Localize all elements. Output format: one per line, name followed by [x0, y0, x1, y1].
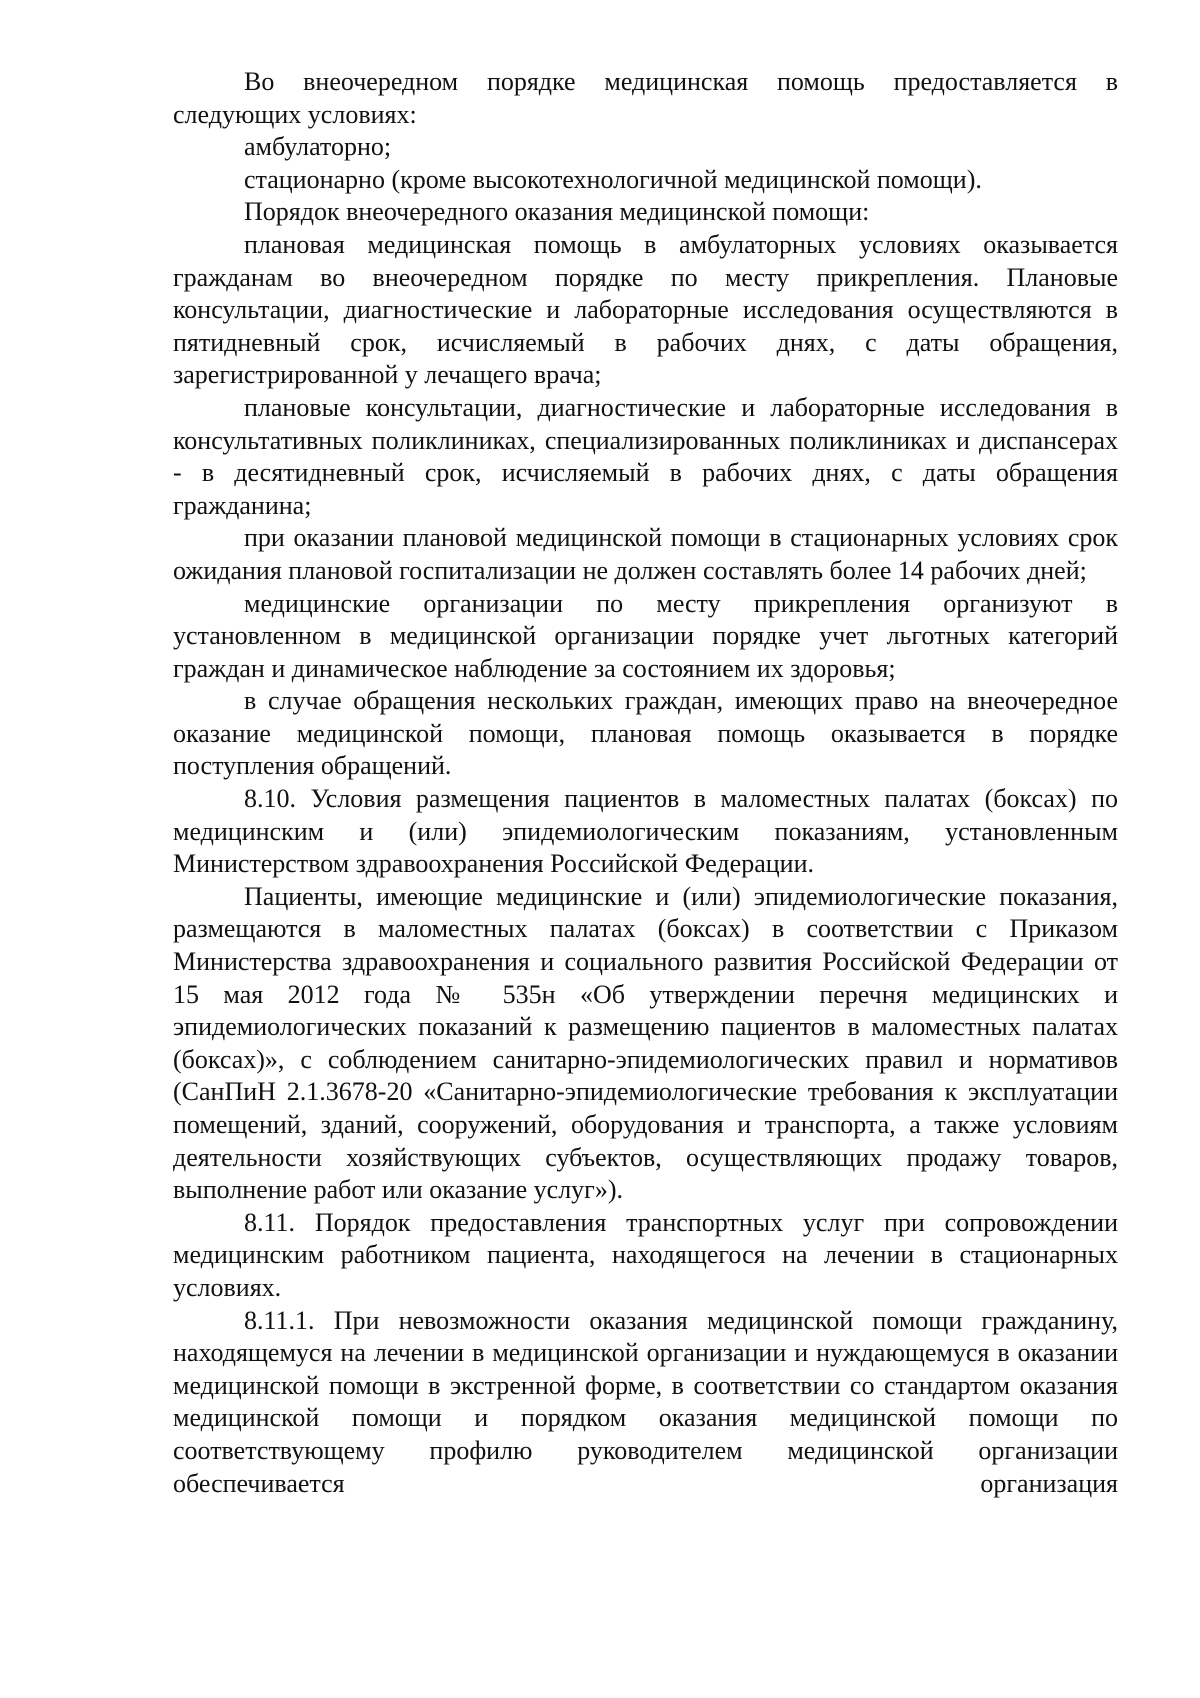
- paragraph-inpatient: стационарно (кроме высокотехнологичной медицинской помощи).: [244, 164, 982, 194]
- paragraph-outpatient: амбулаторно;: [244, 132, 392, 162]
- paragraph-multiple-requests: в случае обращения нескольких граждан, имеющих право на внеочередное оказание медицинской помощи, плановая помощь оказывается в порядке поступления обращений.: [173, 686, 1118, 781]
- paragraph-section-8-10: 8.10. Условия размещения пациентов в маломестных палатах (боксах) по медицинским и (или) эпидемиологическим показаниям, установленным Министерством здравоохранения Российской Федерации.: [173, 784, 1118, 879]
- paragraph-section-8-11-1: 8.11.1. При невозможности оказания медицинской помощи гражданину, находящемуся на лечении в медицинской организации и нуждающемуся в оказании медицинской помощи в экстренной форме, в соответствии со стандартом оказания медицинской помощи и порядком оказания медицинской помощи по соответствующему профилю руководителем медицинской организации обеспечивается организация: [173, 1305, 1118, 1498]
- paragraph-order-heading: Порядок внеочередного оказания медицинской помощи:: [244, 197, 870, 227]
- paragraph-planned-outpatient: плановая медицинская помощь в амбулаторных условиях оказывается гражданам во внеочередном порядке по месту прикрепления. Плановые консультации, диагностические и лабораторные исследования осуществляются в пятидневный срок, исчисляемый в рабочих днях, с даты обращения, зарегистрированной у лечащего врача;: [173, 229, 1118, 390]
- paragraph-emergency-conditions: Во внеочередном порядке медицинская помощь предоставляется в следующих условиях:: [173, 67, 1118, 129]
- paragraph-boxes-placement: Пациенты, имеющие медицинские и (или) эпидемиологические показания, размещаются в маломестных палатах (боксах) в соответствии с Приказом Министерства здравоохранения и социального развития Российской Федерации от 15 мая 2012 года № 535н «Об утверждении перечня медицинских и эпидемиологических показаний к размещению пациентов в маломестных палатах (боксах)», с соблюдением санитарно-эпидемиологических правил и нормативов (СанПиН 2.1.3678-20 «Санитарно-эпидемиологические требования к эксплуатации помещений, зданий, сооружений, оборудования и транспорта, а также условиям деятельности хозяйствующих субъектов, осуществляющих продажу товаров, выполнение работ или оказание услуг»).: [173, 881, 1118, 1205]
- document-body: [173, 66, 1118, 1500]
- paragraph-planned-consultations: плановые консультации, диагностические и лабораторные исследования в консультативных поликлиниках, специализированных поликлиниках и диспансерах - в десятидневный срок, исчисляемый в рабочих днях, с даты обращения гражданина;: [173, 392, 1118, 520]
- paragraph-benefit-registry: медицинские организации по месту прикрепления организуют в установленном в медицинской организации порядке учет льготных категорий граждан и динамическое наблюдение за состоянием их здоровья;: [173, 588, 1118, 683]
- paragraph-section-8-11: 8.11. Порядок предоставления транспортных услуг при сопровождении медицинским работником пациента, находящегося на лечении в стационарных условиях.: [173, 1207, 1118, 1302]
- paragraph-hospitalization-wait: при оказании плановой медицинской помощи в стационарных условиях срок ожидания плановой госпитализации не должен составлять более 14 рабочих дней;: [173, 523, 1118, 585]
